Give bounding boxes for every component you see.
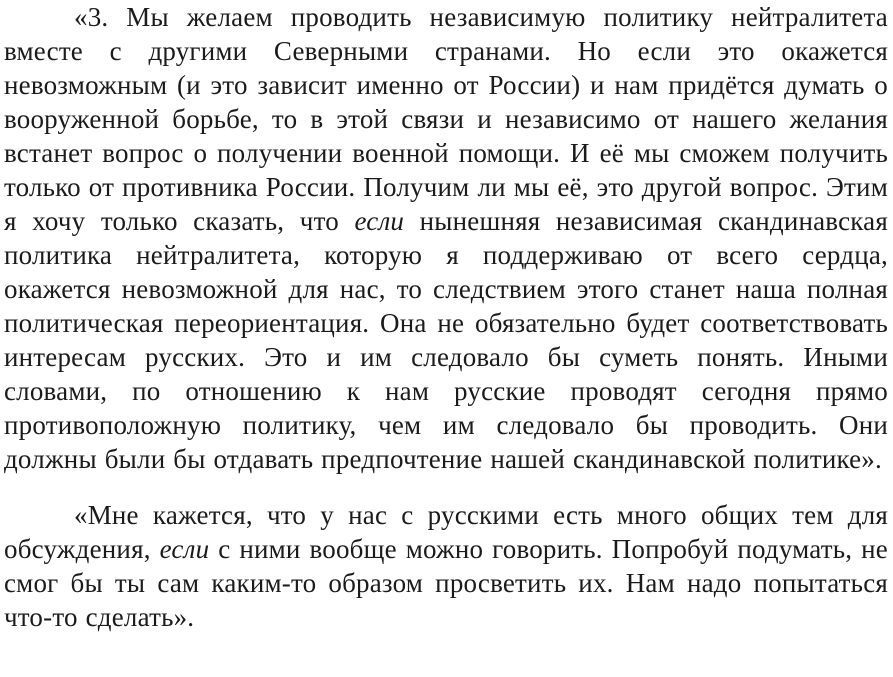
paragraph-text-italic: если [159, 534, 210, 564]
paragraph-2 [4, 498, 888, 634]
paragraph-text: с ними вообще можно говорить. Попробуй подумать, не смог бы ты сам каким-то образом просветить их. Нам надо попытаться что-то сделать». [4, 534, 888, 632]
paragraph-text: «3. Мы желаем проводить независимую политику нейтралитета вместе с другими Северными странами. Но если это окажется невозможным (и это зависит именно от России) и нам придётся думать о вооруженной борьбе, то в этой связи и независимо от нашего желания встанет вопрос о получении военной помощи. И её мы сможем получить только от противника России. Получим ли мы её, это другой вопрос. Этим я хочу только сказать, что [4, 2, 888, 236]
paragraph-text-italic: если [354, 206, 405, 236]
paragraph-text: нынешняя независимая скандинавская политика нейтралитета, которую я поддерживаю от всего сердца, окажется невозможной для нас, то следствием этого станет наша полная политическая переориентация. Она не обязательно будет соответствовать интересам русских. Это и им следовало бы суметь понять. Иными словами, по отношению к нам русские проводят сегодня прямо противоположную политику, чем им следовало бы проводить. Они должны были бы отдавать предпочтение нашей скандинавской политике». [4, 206, 888, 474]
paragraph-text: «Мне кажется, что у нас с русскими есть много общих тем для обсуждения, [4, 500, 888, 564]
paragraph-1 [4, 0, 888, 476]
